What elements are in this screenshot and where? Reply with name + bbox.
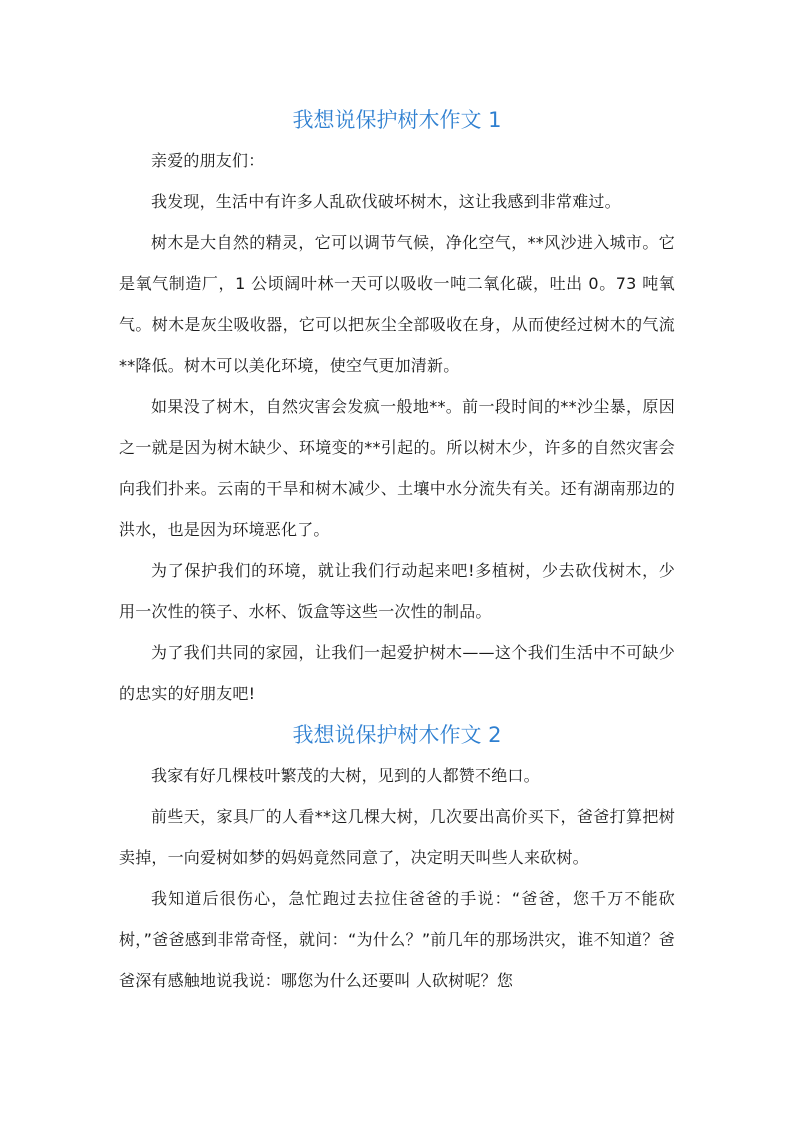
essay-2-paragraph: 前些天，家具厂的人看**这几棵大树，几次要出高价买下，爸爸打算把树卖掉，一向爱树如梦的妈妈竟然同意了，决定明天叫些人来砍树。 (119, 807, 675, 867)
essay-1-title: 我想说保护树木作文 1 (292, 108, 502, 132)
document-content (119, 100, 675, 1001)
essay-1-paragraph: 如果没了树木，自然灾害会发疯一般地**。前一段时间的**沙尘暴，原因之一就是因为树木缺少、环境变的**引起的。所以树木少，许多的自然灾害会向我们扑来。云南的干旱和树木减少、土壤中水分流失有关。还有湖南那边的洪水，也是因为环境恶化了。 (119, 397, 675, 539)
essay-1-paragraph: 亲爱的朋友们： (151, 151, 265, 170)
essay-1-paragraph: 树木是大自然的精灵，它可以调节气候，净化空气，**风沙进入城市。它是氧气制造厂，1 公顷阔叶林一天可以吸收一吨二氧化碳，吐出 0。73 吨氧气。树木是灰尘吸收器，它可以把灰尘全部吸收在身，从而使经过树木的气流**降低。树木可以美化环境，使空气更加清新。 (119, 233, 675, 375)
essay-1-paragraph: 我发现，生活中有许多人乱砍伐破坏树木，这让我感到非常难过。 (151, 192, 621, 211)
essay-1-paragraph: 为了我们共同的家园，让我们一起爱护树木——这个我们生活中不可缺少的忠实的好朋友吧! (119, 643, 675, 703)
essay-1-paragraph: 为了保护我们的环境，就让我们行动起来吧!多植树，少去砍伐树木，少用一次性的筷子、水杯、饭盒等这些一次性的制品。 (119, 561, 675, 621)
essay-2-paragraph: 我家有好几棵枝叶繁茂的大树，见到的人都赞不绝口。 (151, 766, 540, 785)
essay-2-paragraph: 我知道后很伤心，急忙跑过去拉住爸爸的手说：“爸爸，您千万不能砍树，”爸爸感到非常奇怪，就问：“为什么？”前几年的那场洪灾，谁不知道？爸爸深有感触地说我说：哪您为什么还要叫 人砍树呢？您 (119, 889, 675, 990)
essay-2-title: 我想说保护树木作文 2 (292, 723, 502, 747)
